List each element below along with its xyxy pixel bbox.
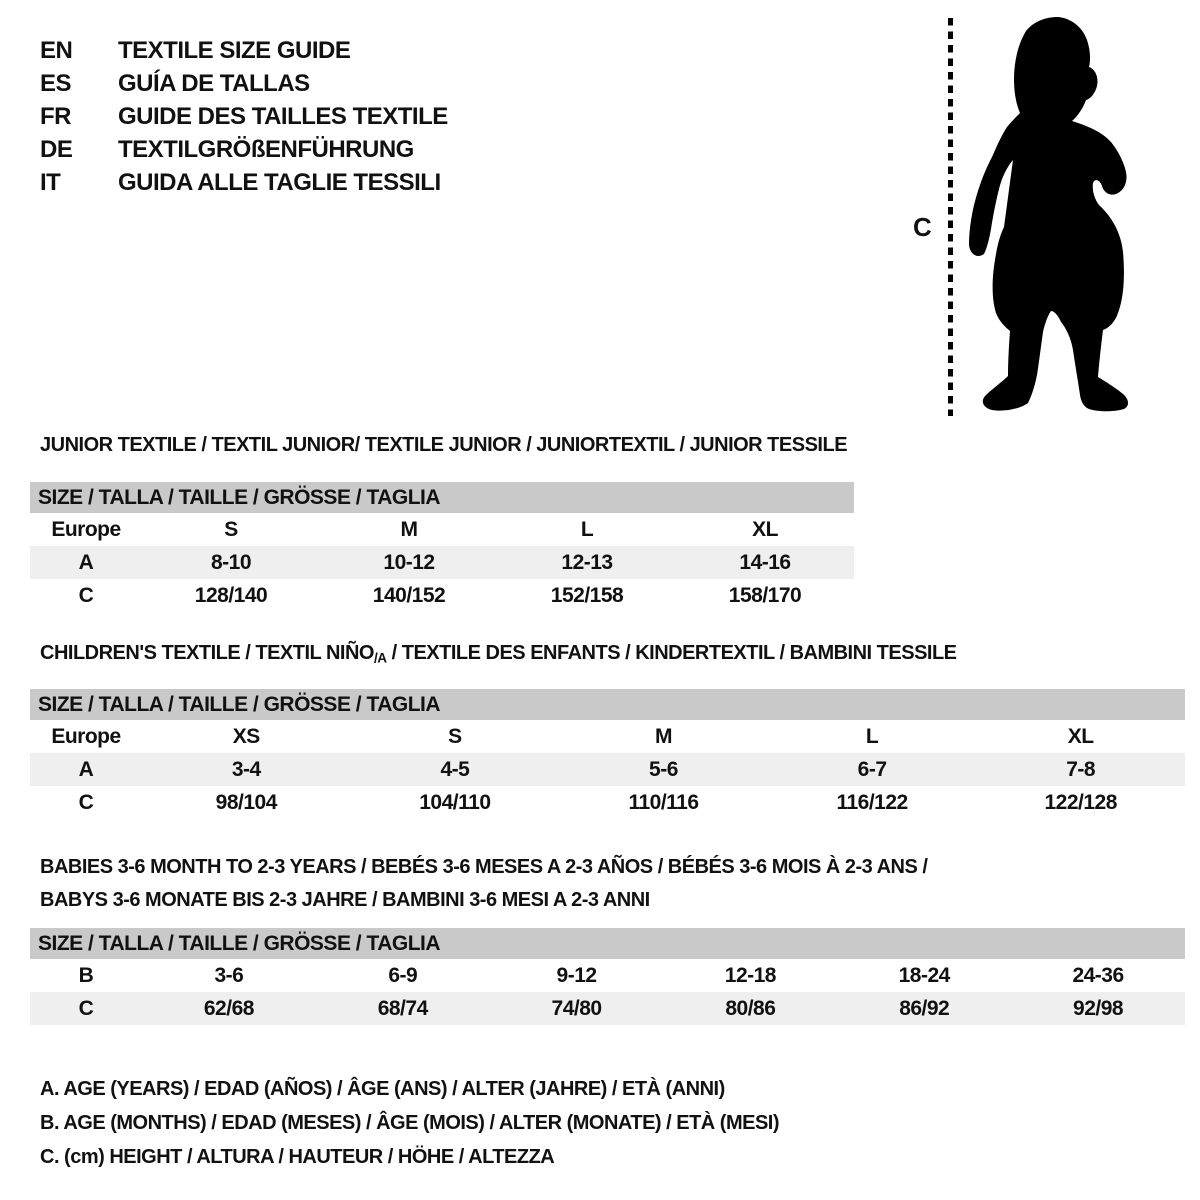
size-cell: 12-13 <box>498 546 676 579</box>
row-label: A <box>30 753 142 786</box>
language-code: IT <box>40 169 61 196</box>
size-cell: 62/68 <box>142 992 316 1025</box>
size-cell: 12-18 <box>724 963 776 987</box>
junior-section-title: JUNIOR TEXTILE / TEXTIL JUNIOR/ TEXTILE JUNIOR / JUNIORTEXTIL / JUNIOR TESSILE <box>40 434 848 456</box>
language-title: GUIDA ALLE TAGLIE TESSILI <box>118 169 441 196</box>
baby-silhouette-icon <box>963 14 1138 419</box>
language-title: GUÍA DE TALLAS <box>118 70 310 97</box>
legend <box>40 1072 779 1174</box>
size-cell: S <box>224 517 238 541</box>
size-header-bar: SIZE / TALLA / TAILLE / GRÖSSE / TAGLIA <box>30 928 1185 959</box>
babies-section-title <box>40 851 927 917</box>
row-label: C <box>30 992 142 1025</box>
size-cell: 68/74 <box>316 992 490 1025</box>
language-list <box>40 34 448 199</box>
size-cell: 6-7 <box>768 753 977 786</box>
size-cell: 5-6 <box>559 753 768 786</box>
size-cell: XL <box>752 517 778 541</box>
children-section-title <box>40 642 957 665</box>
junior-size-table <box>30 482 854 612</box>
size-cell: S <box>448 724 462 748</box>
legend-line-b: B. AGE (MONTHS) / EDAD (MESES) / ÂGE (MOIS) / ALTER (MONATE) / ETÀ (MESI) <box>40 1112 780 1134</box>
language-title: TEXTILGRÖßENFÜHRUNG <box>118 136 414 163</box>
language-title: GUIDE DES TAILLES TEXTILE <box>118 103 448 130</box>
size-cell: 10-12 <box>320 546 498 579</box>
dimension-label-c: C <box>913 212 932 242</box>
table-row <box>30 720 1185 753</box>
size-cell: 4-5 <box>351 753 560 786</box>
size-cell: 104/110 <box>419 790 491 814</box>
size-cell: 8-10 <box>142 546 320 579</box>
size-cell: 74/80 <box>490 992 664 1025</box>
table-row <box>30 753 1185 786</box>
size-cell: 18-24 <box>898 963 950 987</box>
babies-title-line1: BABIES 3-6 MONTH TO 2-3 YEARS / BEBÉS 3-6 MESES A 2-3 AÑOS / BÉBÉS 3-6 MOIS À 2-3 ANS / <box>40 856 928 878</box>
language-code: DE <box>40 136 73 163</box>
language-title: TEXTILE SIZE GUIDE <box>118 37 351 64</box>
children-title-rest: / TEXTILE DES ENFANTS / KINDERTEXTIL / BAMBINI TESSILE <box>386 642 957 664</box>
language-row-es <box>40 67 448 100</box>
row-label: B <box>78 963 94 987</box>
language-row-en <box>40 34 448 67</box>
size-cell: M <box>654 724 672 748</box>
language-row-fr <box>40 100 448 133</box>
size-cell: 24-36 <box>1072 963 1124 987</box>
size-cell: L <box>580 517 594 541</box>
size-cell: 98/104 <box>215 790 277 814</box>
size-header-bar: SIZE / TALLA / TAILLE / GRÖSSE / TAGLIA <box>30 689 1185 720</box>
language-code: FR <box>40 103 71 130</box>
table-row <box>30 513 854 546</box>
legend-line-c: C. (cm) HEIGHT / ALTURA / HAUTEUR / HÖHE / ALTEZZA <box>40 1146 555 1168</box>
children-title-subscript: /A <box>373 650 387 666</box>
row-label: C <box>78 790 94 814</box>
size-cell: 80/86 <box>663 992 837 1025</box>
size-cell: L <box>865 724 879 748</box>
size-cell: XL <box>1067 724 1094 748</box>
table-row <box>30 992 1185 1025</box>
size-header-bar: SIZE / TALLA / TAILLE / GRÖSSE / TAGLIA <box>30 482 854 513</box>
size-cell: 3-4 <box>142 753 351 786</box>
size-cell: 110/116 <box>628 790 699 814</box>
size-cell: 158/170 <box>728 583 802 607</box>
size-cell: 3-6 <box>214 963 244 987</box>
size-cell: 152/158 <box>550 583 624 607</box>
legend-line-a: A. AGE (YEARS) / EDAD (AÑOS) / ÂGE (ANS) / ALTER (JAHRE) / ETÀ (ANNI) <box>40 1078 725 1100</box>
table-row <box>30 546 854 579</box>
babies-title-line2: BABYS 3-6 MONATE BIS 2-3 JAHRE / BAMBINI 3-6 MESI A 2-3 ANNI <box>40 889 650 911</box>
size-cell: 14-16 <box>676 546 854 579</box>
size-cell: 7-8 <box>976 753 1185 786</box>
language-code: EN <box>40 37 73 64</box>
height-dimension-line <box>948 18 953 416</box>
table-row <box>30 786 1185 819</box>
size-cell: 9-12 <box>556 963 597 987</box>
children-size-table <box>30 689 1185 819</box>
language-row-de <box>40 133 448 166</box>
size-cell: 140/152 <box>372 583 446 607</box>
language-row-it <box>40 166 448 199</box>
row-label: Europe <box>51 724 121 748</box>
size-cell: 116/122 <box>836 790 908 814</box>
babies-size-table <box>30 928 1185 1025</box>
row-label: C <box>78 583 94 607</box>
table-row <box>30 579 854 612</box>
size-cell: 122/128 <box>1044 790 1117 814</box>
row-label: Europe <box>51 517 121 541</box>
size-cell: 6-9 <box>388 963 418 987</box>
size-cell: 92/98 <box>1011 992 1185 1025</box>
size-cell: XS <box>232 724 260 748</box>
language-code: ES <box>40 70 72 97</box>
size-cell: 86/92 <box>837 992 1011 1025</box>
row-label: A <box>30 546 142 579</box>
children-title-main: CHILDREN'S TEXTILE / TEXTIL NIÑO <box>40 642 374 664</box>
size-cell: 128/140 <box>194 583 268 607</box>
size-cell: M <box>400 517 418 541</box>
table-row <box>30 959 1185 992</box>
